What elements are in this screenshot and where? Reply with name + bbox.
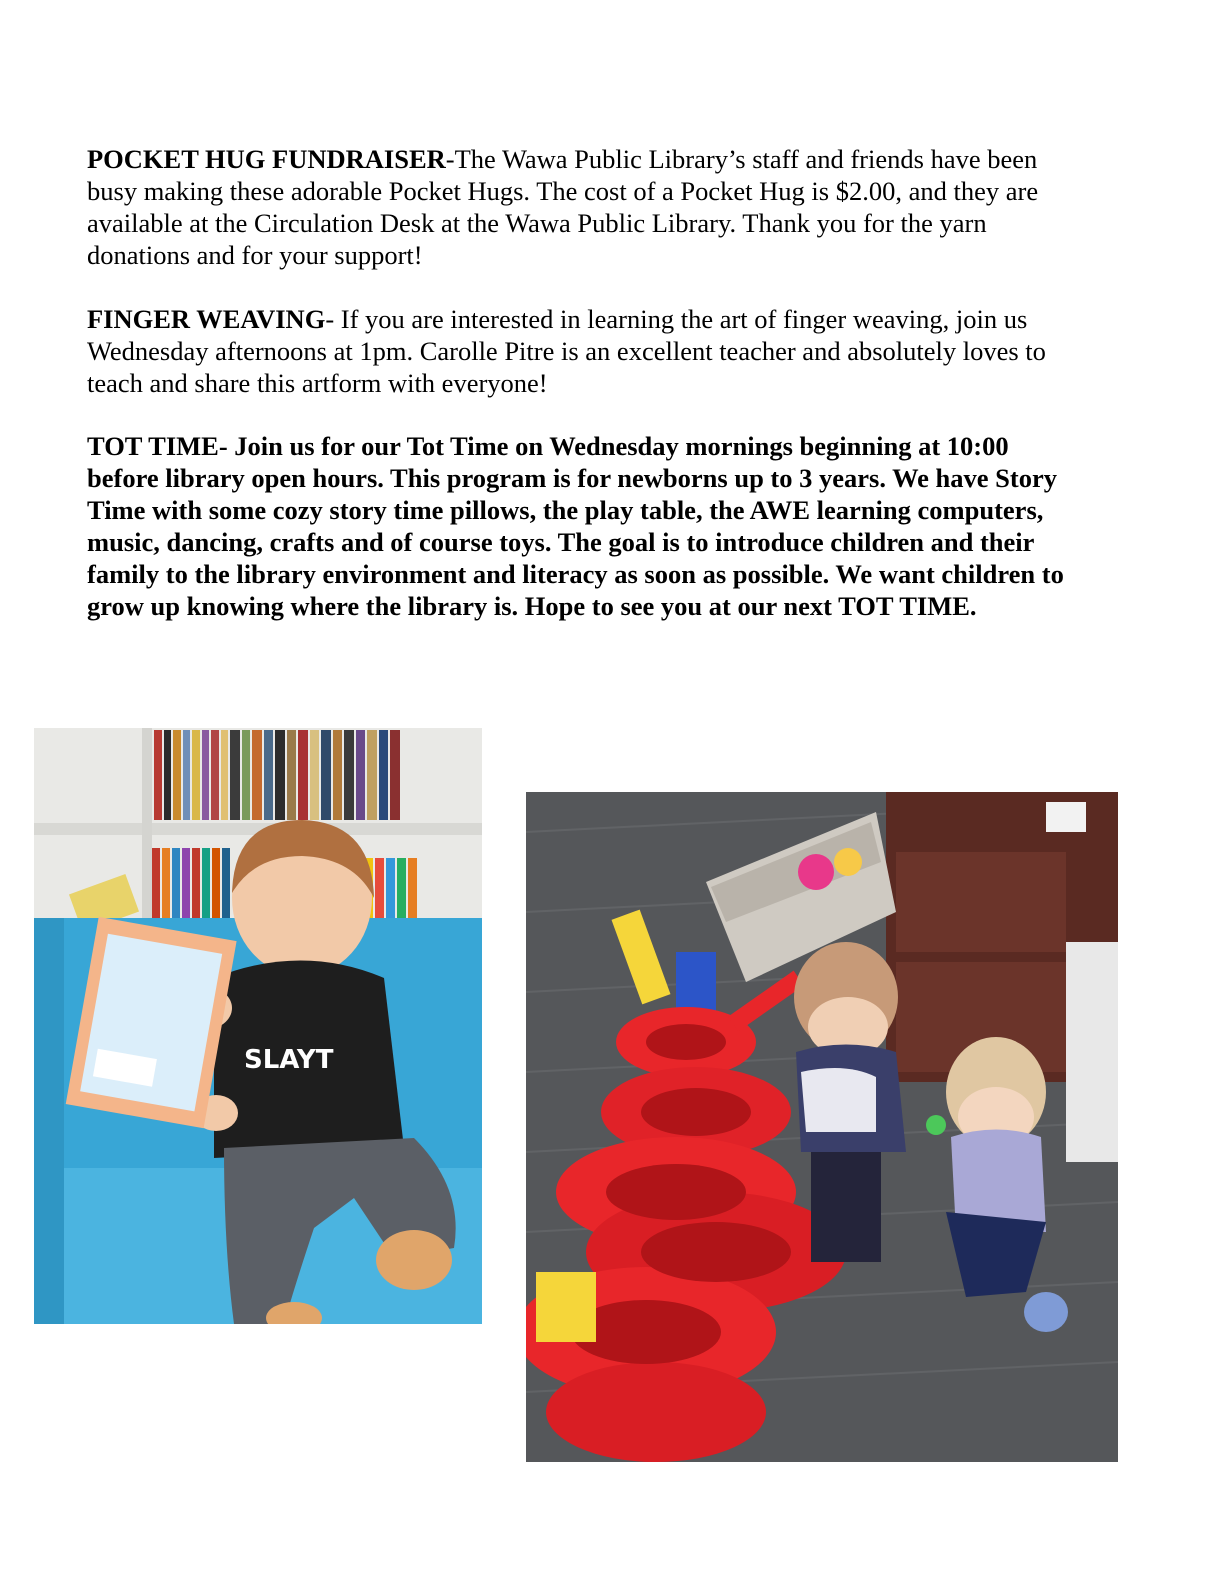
finger-weaving-text: - If you are interested in learning the art of finger weaving, join us Wednesday afternoons at 1pm. Carolle Pitre is an excellent teacher and absolutely loves to teach and share this artform with everyone!: [87, 304, 1046, 398]
photo-toddlers-playing: [526, 792, 1118, 1462]
photo-toddler-reading-image: [34, 728, 482, 1324]
finger-weaving-paragraph: [87, 303, 1077, 399]
pocket-hug-paragraph: [87, 143, 1077, 271]
tot-time-paragraph: [87, 430, 1077, 622]
photo-toddlers-playing-image: [526, 792, 1118, 1462]
pocket-hug-text: -The Wawa Public Library’s staff and friends have been busy making these adorable Pocket Hugs. The cost of a Pocket Hug is $2.00, and they are available at the Circulation Desk at the Wawa Public Library. Thank you for the yarn donations and for your support!: [87, 144, 1039, 270]
finger-weaving-heading: FINGER WEAVING: [87, 304, 326, 334]
tot-time-heading: TOT TIME: [87, 431, 219, 461]
photo-toddler-reading: [34, 728, 482, 1324]
pocket-hug-heading: POCKET HUG FUNDRAISER: [87, 144, 446, 174]
svg-text:SLAYT: SLAYT: [244, 1045, 334, 1075]
tot-time-text: - Join us for our Tot Time on Wednesday mornings beginning at 10:00 before library open hours. This program is for newborns up to 3 years. We have Story Time with some cozy story time pillows, the play table, the AWE learning computers, music, dancing, crafts and of course toys. The goal is to introduce children and their family to the library environment and literacy as soon as possible. We want children to grow up knowing where the library is. Hope to see you at our next TOT TIME.: [87, 431, 1064, 621]
